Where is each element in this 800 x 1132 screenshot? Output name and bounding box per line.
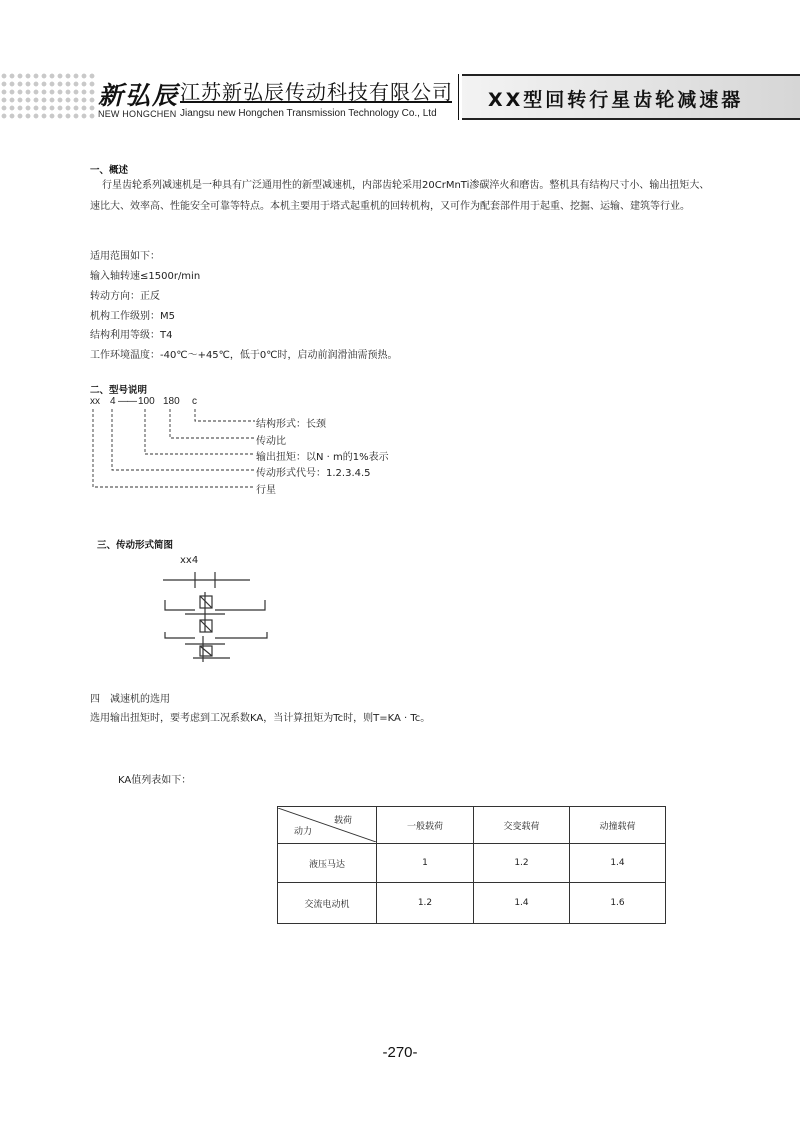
selection-text: 选用输出扭矩时，要考虑到工况系数KA，当计算扭矩为Tc时，则T=KA · Tc。	[90, 713, 431, 724]
header-load-label: 载荷	[333, 816, 352, 826]
overview-heading: 一、概述	[90, 165, 129, 176]
table-cell: 1.6	[570, 883, 666, 924]
ka-table-intro: KA值列表如下：	[118, 775, 192, 786]
column-header: 交变载荷	[474, 807, 570, 844]
model-label-planet: 行星	[256, 485, 276, 496]
transmission-schematic	[155, 570, 285, 665]
ka-table	[277, 806, 666, 924]
scope-title: 适用范围如下：	[90, 251, 160, 262]
table-cell: 1.4	[474, 883, 570, 924]
company-name-en: Jiangsu new Hongchen Transmission Technology Co., Ltd	[180, 108, 437, 119]
page-number: -270-	[382, 1044, 418, 1061]
model-heading: 二、型号说明	[90, 385, 148, 396]
scope-item: 结构利用等级：T4	[90, 330, 173, 341]
table-header-row	[278, 807, 666, 844]
company-name-cn: 江苏新弘辰传动科技有限公司	[180, 80, 453, 104]
overview-paragraph: 行星齿轮系列减速机是一种具有广泛通用性的新型减速机，内部齿轮采用20CrMnTi渗碳淬火和磨齿。整机具有结构尺寸小、输出扭矩大、速比大、效率高、性能安全可靠等特点。本机主要用于塔式起重机的回转机构，又可作为配套部件用于起重、挖掘、运输、建筑等行业。	[90, 180, 710, 212]
table-corner-cell	[278, 807, 377, 844]
table-row	[278, 883, 666, 924]
table-cell: 1.4	[570, 844, 666, 883]
row-label: 交流电动机	[278, 883, 377, 924]
model-code-series: xx	[90, 396, 100, 407]
schematic-label: xx4	[180, 555, 199, 566]
scope-item: 机构工作级别：M5	[90, 311, 175, 322]
model-code-torque: 100	[138, 396, 155, 407]
selection-heading: 四 减速机的选用	[90, 694, 170, 705]
row-label: 液压马达	[278, 844, 377, 883]
brand-logo-english: NEW HONGCHEN	[98, 109, 177, 119]
diagonal-divider	[278, 808, 376, 842]
table-cell: 1.2	[474, 844, 570, 883]
scope-item: 转动方向：正反	[90, 291, 160, 302]
model-code-ratio: 180	[163, 396, 180, 407]
column-header: 动撞载荷	[570, 807, 666, 844]
model-code-form: 4	[110, 396, 116, 407]
table-cell: 1.2	[377, 883, 474, 924]
table-row	[278, 844, 666, 883]
brand-logo: 新弘辰	[98, 81, 180, 110]
header-power-label: 动力	[294, 827, 313, 837]
table-cell: 1	[377, 844, 474, 883]
scope-item: 输入轴转速≤1500r/min	[90, 271, 201, 282]
column-header: 一般载荷	[377, 807, 474, 844]
model-label-torque: 输出扭矩：以N · m的1%表示	[256, 452, 389, 463]
product-title: XX型回转行星齿轮减速器	[488, 89, 744, 111]
scope-item: 工作环境温度：-40℃～+45℃，低于0℃时，启动前润滑油需预热。	[90, 350, 398, 361]
model-label-form: 传动形式代号：1.2.3.4.5	[256, 468, 371, 479]
model-label-ratio: 传动比	[256, 436, 286, 447]
model-label-structure: 结构形式：长颈	[256, 419, 326, 430]
model-code-dash: ——	[118, 396, 136, 407]
model-code-structure: c	[192, 396, 197, 407]
schematic-heading: 三、传动形式简图	[97, 540, 174, 551]
